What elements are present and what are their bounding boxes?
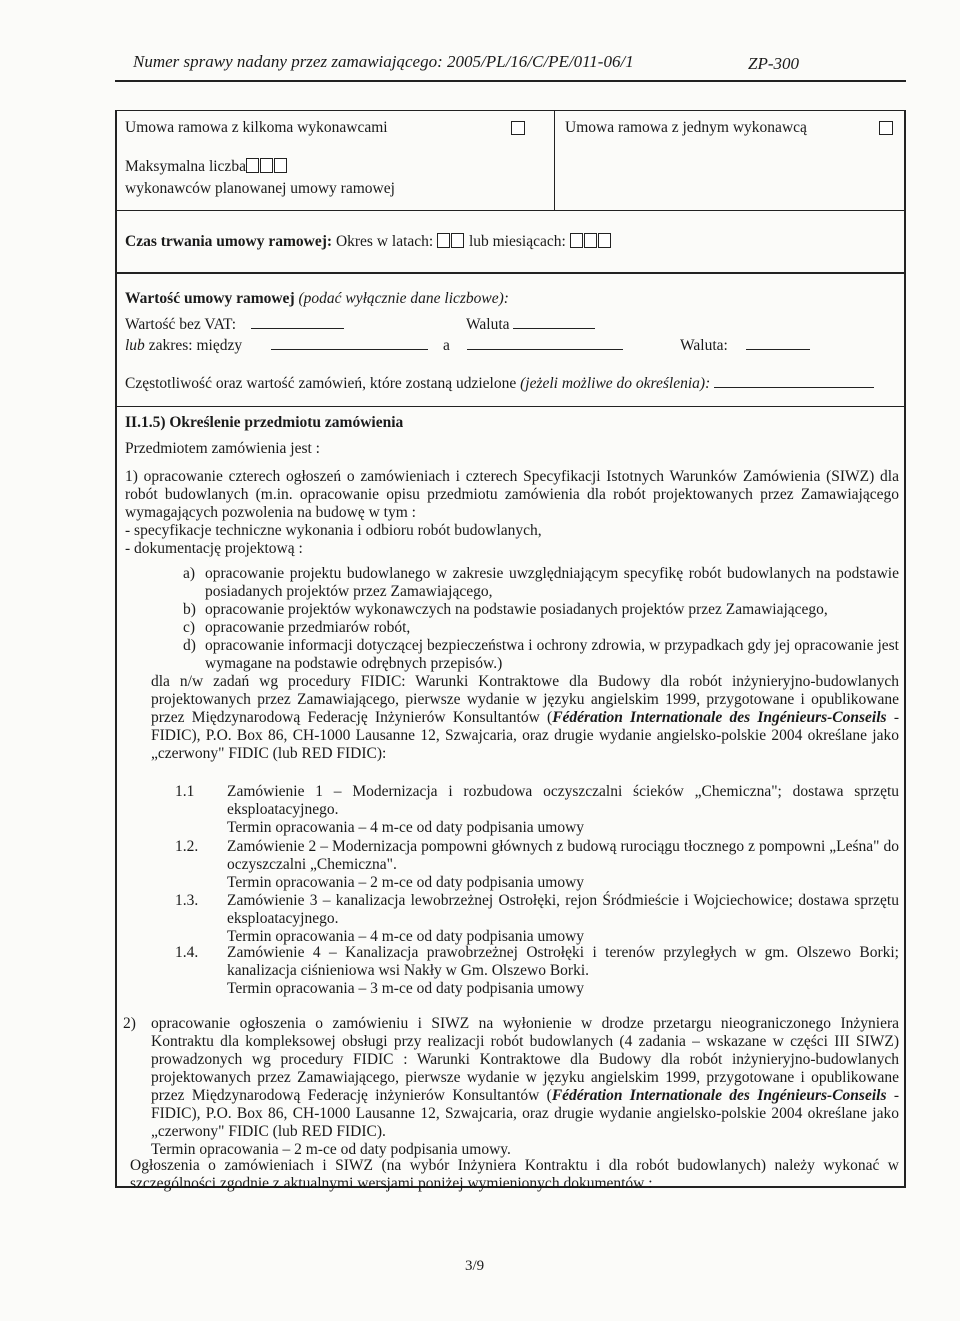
header-rule — [115, 80, 906, 82]
order-3: Zamówienie 3 – kanalizacja lewobrzeżnej Ostrołęki, rejon Śródmieście i Wojciechowice; dostawa sprzętu eksploatacyjnego. Termin opracowania – 4 m-ce od daty podpisania umowy — [227, 892, 899, 945]
column-divider — [554, 110, 555, 210]
section-intro: Przedmiotem zamówienia jest : — [125, 440, 320, 457]
range-from-field[interactable] — [271, 337, 428, 355]
divider-1 — [115, 210, 906, 211]
list-item-c: opracowanie przedmiarów robót, — [205, 619, 411, 636]
value-net-field[interactable] — [251, 316, 344, 334]
list-item-b: opracowanie projektów wykonawczych na podstawie posiadanych projektów przez Zamawiającego, — [205, 601, 828, 618]
max-count-label: Maksymalna liczba — [125, 158, 288, 176]
range-a-label: a — [443, 337, 450, 354]
order-4-number: 1.4. — [175, 944, 199, 961]
list-mark-a: a) — [183, 565, 196, 582]
currency2-field[interactable] — [746, 337, 810, 355]
order-1-number: 1.1 — [175, 783, 195, 800]
fidic-paragraph: dla n/w zadań wg procedury FIDIC: Warunki Kontraktowe dla Budowy dla robót inżynieryjno-budowlanych projektowanych przez Zamawiającego, pierwsze wydanie w języku angielskim 1999, przygotowane i opublikowane przez Międzynarodową Federację Inżynierów Konsultantów (Fédération Internationale des Ingénieurs-Conseils - FIDIC), P.O. Box 86, CH-1000 Lausanne 12, Szwajcaria, oraz drugie wydanie angielsko-polskie 2004 określane jako „czerwony" FIDIC (lub RED FIDIC): — [151, 673, 899, 762]
case-number: Numer sprawy nadany przez zamawiającego: 2005/PL/16/C/PE/011-06/1 — [133, 52, 634, 71]
range-to-field[interactable] — [467, 337, 623, 355]
value-net-label: Wartość bez VAT: — [125, 316, 237, 333]
page-number: 3/9 — [465, 1258, 485, 1274]
currency2-label: Waluta: — [680, 337, 728, 354]
digit-box[interactable] — [246, 158, 259, 173]
frequency-label: Częstotliwość oraz wartość zamówień, które zostaną udzielone (jeżeli możliwe do określenia): — [125, 375, 874, 393]
list-item-d: opracowanie informacji dotyczącej bezpieczeństwa i ochrony zdrowia, w przypadkach gdy jej opracowanie jest wymagane na podstawie odrębnych przepisów.) — [205, 637, 899, 672]
year-box[interactable] — [451, 233, 464, 248]
order-2: Zamówienie 2 – Modernizacja pompowni głównych z budową rurociągu tłocznego z pompowni „Leśna" do oczyszczalni „Chemiczna". Termin opracowania – 2 m-ce od daty podpisania umowy — [227, 838, 899, 891]
currency-label: Waluta — [466, 316, 510, 333]
month-box[interactable] — [570, 233, 583, 248]
range-label: lub zakres: między — [125, 337, 243, 354]
multi-contractor-checkbox[interactable] — [511, 121, 525, 135]
section-title: II.1.5) Określenie przedmiotu zamówienia — [125, 414, 404, 431]
duration-row: Czas trwania umowy ramowej: Okres w latach: lub miesiącach: — [125, 233, 612, 251]
order-2-number: 1.2. — [175, 838, 199, 855]
order-1: Zamówienie 1 – Modernizacja i rozbudowa oczyszczalni ścieków „Chemiczna"; dostawa sprzętu eksploatacyjnego. Termin opracowania – 4 m-ce od daty podpisania umowy — [227, 783, 899, 836]
order-3-number: 1.3. — [175, 892, 199, 909]
form-code: ZP-300 — [748, 54, 799, 73]
value-heading: Wartość umowy ramowej (podać wyłącznie dane liczbowe): — [125, 290, 509, 307]
currency-field[interactable] — [513, 316, 595, 334]
order-4: Zamówienie 4 – Kanalizacja prawobrzeżnej Ostrołęki i terenów przyległych w gm. Olszewo Borki; kanalizacja ciśnieniowa wsi Nakły w Gm. Olszewo Borki. Termin opracowania – 3 m-ce od daty podpisania umowy — [227, 944, 899, 997]
multi-contractor-label: Umowa ramowa z kilkoma wykonawcami — [125, 119, 388, 136]
divider-2 — [115, 272, 906, 274]
list-mark-d: d) — [183, 637, 196, 654]
divider-3 — [115, 406, 906, 407]
single-contractor-label: Umowa ramowa z jednym wykonawcą — [565, 119, 807, 136]
list-item-a: opracowanie projektu budowlanego w zakresie uwzględniającym specyfikę robót budowlanych na podstawie posiadanych projektów przez Zamawiającego, — [205, 565, 899, 600]
list-mark-b: b) — [183, 601, 196, 618]
digit-box[interactable] — [260, 158, 273, 173]
closing-paragraph: Ogłoszenia o zamówieniach i SIWZ (na wybór Inżyniera Kontraktu i dla robót budowlanych) należy wykonać w szczególności zgodnie z aktualnymi wersjami poniżej wymienionych dokumentów : — [130, 1157, 899, 1192]
item-2: opracowanie ogłoszenia o zamówieniu i SIWZ na wyłonienie w drodze przetargu nieograniczonego Inżyniera Kontraktu dla kompleksowej obsługi przy realizacji robót budowlanych (4 zadania – wskazane w części III SIWZ) prowadzonych wg procedury FIDIC : Warunki Kontraktowe dla Budowy dla robót inżynieryjno-budowlanych projektowanych przez Zamawiającego, pierwsze wydanie w języku angielskim 1999, przygotowane i opublikowane przez Międzynarodową Federację inżynierów Konsultantów (Fédération Internationale des Ingénieurs-Conseils - FIDIC), P.O. Box 86, CH-1000 Lausanne 12, Szwajcaria, oraz drugie wydanie angielsko-polskie 2004 określane jako „czerwony" FIDIC (lub RED FIDIC). Termin opracowania – 2 m-ce od daty podpisania umowy. — [151, 1015, 900, 1158]
list-mark-c: c) — [183, 619, 196, 636]
year-box[interactable] — [437, 233, 450, 248]
month-box[interactable] — [584, 233, 597, 248]
single-contractor-checkbox[interactable] — [879, 121, 893, 135]
max-count-label-2: wykonawców planowanej umowy ramowej — [125, 180, 395, 197]
month-box[interactable] — [598, 233, 611, 248]
item-2-number: 2) — [123, 1015, 136, 1032]
digit-box[interactable] — [274, 158, 287, 173]
item-1: 1) opracowanie czterech ogłoszeń o zamówieniach i czterech Specyfikacji Istotnych Warunków Zamówienia (SIWZ) dla robót budowlanych (m.in. opracowanie opisu przedmiotu zamówienia dla robót projektowanych przez Zamawiającego wymagających pozwolenia na budowę w tym : - specyfikacje techniczne wykonania i odbioru robót budowlanych, - dokumentację projektową : — [125, 468, 899, 557]
